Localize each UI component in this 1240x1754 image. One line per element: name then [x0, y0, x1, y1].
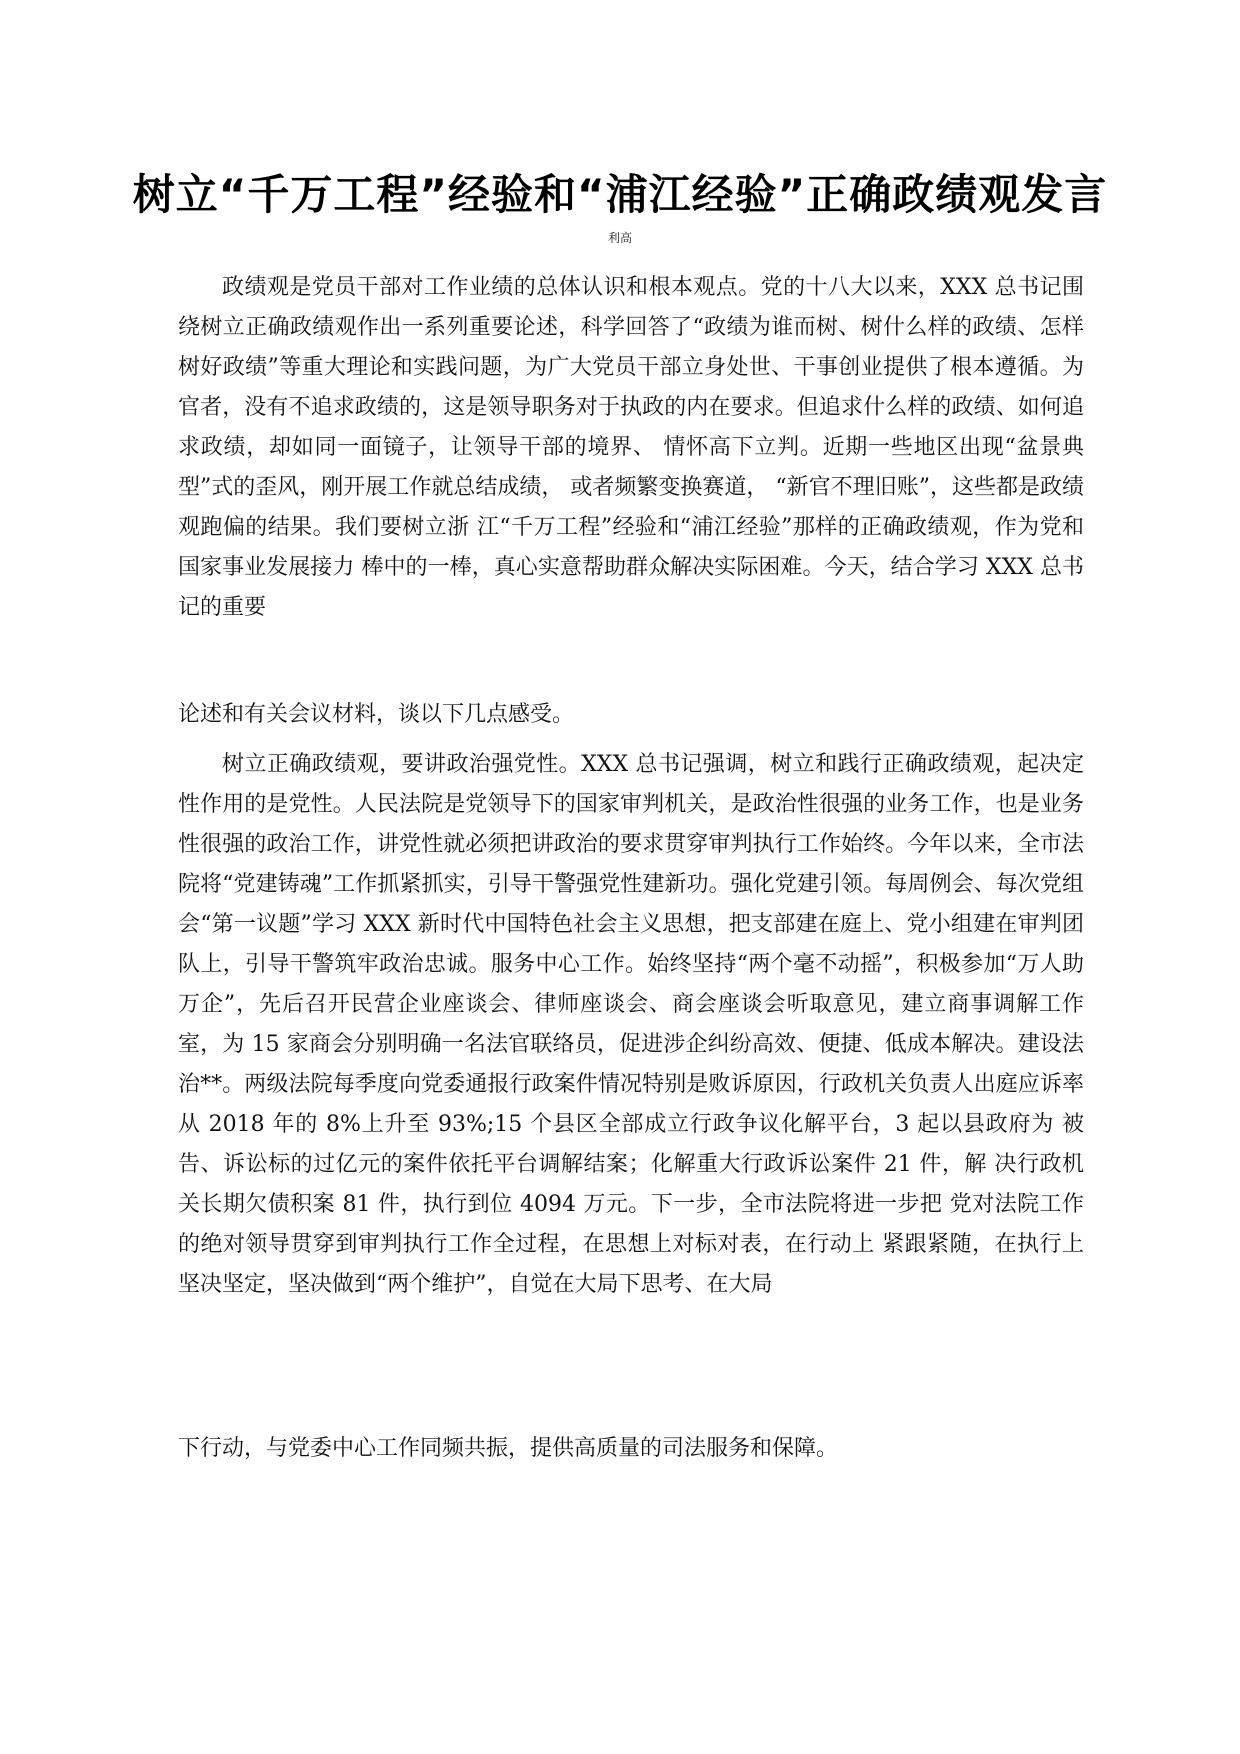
document-title: 树立“千万工程”经验和“浦江经验”正确政绩观发言: [132, 170, 1108, 219]
body-paragraph-continuation: 下行动，与党委中心工作同频共振，提供高质量的司法服务和保障。: [178, 1436, 839, 1461]
document-author: 利高: [607, 231, 632, 245]
body-paragraph: 政绩观是党员干部对工作业绩的总体认识和根本观点。党的十八大以来，XXX 总书记围绕树立正确政绩观作出一系列重要论述，科学回答了“政绩为谁而树、树什么样的政绩、怎样树好政绩”等重大理论和实践问题，为广大党员干部立身处世、干事创业提供了根本遵循。为官者，没有不追求政绩的，这是领导职务对于执政的内在要求。但追求什么样的政绩、如何追求政绩，却如同一面镜子，让领导干部的境界、 情怀高下立判。近期一些地区出现“盆景典型”式的歪风，刚开展工作就总结成绩， 或者频繁变换赛道， “新官不理旧账”，这些都是政绩观跑偏的结果。我们要树立浙 江“千万工程”经验和“浦江经验”那样的正确政绩观，作为党和国家事业发展接力 棒中的一棒，真心实意帮助群众解决实际困难。今天，结合学习 XXX 总书记的重要: [178, 275, 1084, 620]
body-paragraph: 树立正确政绩观，要讲政治强党性。XXX 总书记强调，树立和践行正确政绩观，起决定性作用的是党性。人民法院是党领导下的国家审判机关，是政治性很强的业务工作，也是业务性很强的政治工作，讲党性就必须把讲政治的要求贯穿审判执行工作始终。今年以来，全市法院将“党建铸魂”工作抓紧抓实，引导干警强党性建新功。强化党建引领。每周例会、每次党组会“第一议题”学习 XXX 新时代中国特色社会主义思想，把支部建在庭上、党小组建在审判团队上，引导干警筑牢政治忠诚。服务中心工作。始终坚持“两个毫不动摇”，积极参加“万人助万企”，先后召开民营企业座谈会、律师座谈会、商会座谈会听取意见，建立商事调解工作室，为 15 家商会分别明确一名法官联络员，促进涉企纠纷高效、便捷、低成本解决。建设法治**。两级法院每季度向党委通报行政案件情况特别是败诉原因，行政机关负责人出庭应诉率从 2018 年的 8%上升至 93%;15 个县区全部成立行政争议化解平台，3 起以县政府为 被告、诉讼标的过亿元的案件依托平台调解结案；化解重大行政诉讼案件 21 件，解 决行政机关长期欠债积案 81 件，执行到位 4094 万元。下一步，全市法院将进一步把 党对法院工作的绝对领导贯穿到审判执行工作全过程，在思想上对标对表，在行动上 紧跟紧随，在执行上坚决坚定，坚决做到“两个维护”，自觉在大局下思考、在大局: [178, 752, 1085, 1297]
body-paragraph-continuation: 论述和有关会议材料，谈以下几点感受。: [178, 702, 575, 727]
